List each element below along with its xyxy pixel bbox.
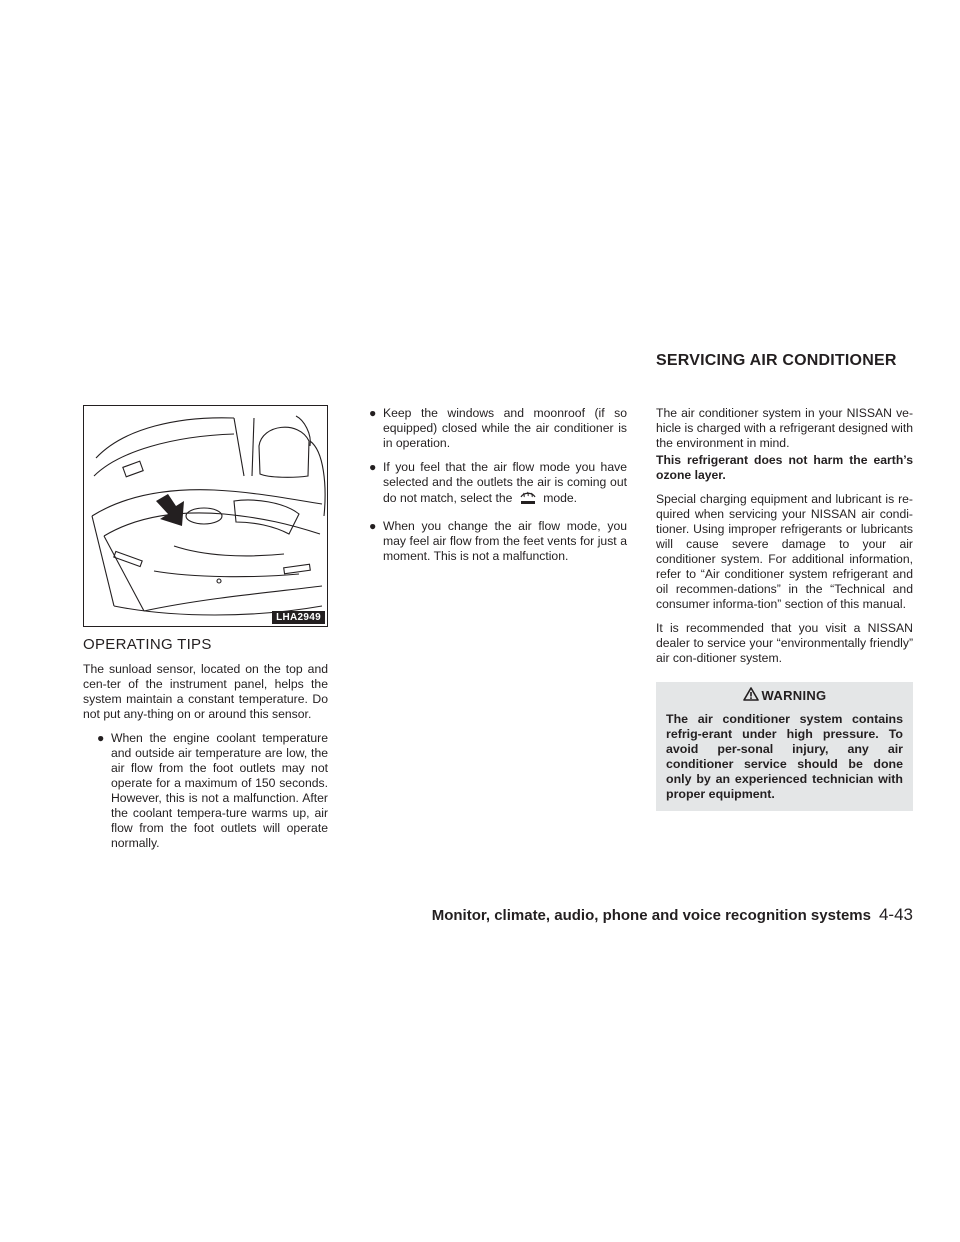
page-number: 4-43	[878, 905, 913, 924]
figure-label: LHA2949	[272, 611, 325, 624]
list-item	[369, 519, 627, 564]
operating-tips-heading: OPERATING TIPS	[83, 636, 212, 653]
bullet-text-after-icon: mode.	[543, 491, 578, 505]
operating-tips-intro: The sunload sensor, located on the top and cen-ter of the instrument panel, helps the system maintain a constant temperature. Do not put any-thing on or around this sensor.	[83, 662, 328, 721]
operating-tips-list-1	[83, 731, 328, 851]
bullet-symbol: ●	[369, 406, 377, 420]
front-defrost-icon	[518, 490, 538, 510]
bullet-symbol: ●	[369, 460, 377, 474]
operating-tips-continued-column	[369, 406, 627, 573]
warning-triangle-icon	[743, 687, 759, 704]
servicing-paragraph-1: The air conditioner system in your NISSAN ve-hicle is charged with a refrigerant designed with the environment in mind.	[656, 406, 913, 450]
dashboard-illustration	[84, 406, 327, 626]
bullet-text: When you change the air flow mode, you may feel air flow from the feet vents for just a moment. This is not a malfunction.	[383, 519, 627, 563]
list-item	[369, 460, 627, 510]
section-title: SERVICING AIR CONDITIONER	[656, 352, 897, 369]
sunload-sensor-arrow-icon	[156, 494, 184, 526]
page-footer	[427, 905, 913, 925]
servicing-column	[656, 406, 913, 811]
bullet-text: Keep the windows and moonroof (if so equipped) closed while the air conditioner is in operation.	[383, 406, 627, 450]
bullet-text-before-icon: If you feel that the air flow mode you have selected and the outlets the air is coming out do not match, select the	[383, 460, 627, 505]
bullet-symbol: ●	[369, 519, 377, 533]
servicing-ozone-statement: This refrigerant does not harm the earth’s ozone layer.	[656, 453, 913, 482]
list-item	[369, 406, 627, 451]
operating-tips-list-2	[369, 406, 627, 564]
servicing-paragraph-3: Special charging equipment and lubricant is re-quired when servicing your NISSAN air condi-tioner. Using improper refrigerants or lubricants will cause severe damage to your air conditioner system. For additional information, refer to “Air conditioner system refrigerant and oil recommen-dations” in the “Technical and consumer informa-tion” section of this manual.	[656, 492, 913, 611]
bullet-text: When the engine coolant temperature and outside air temperature are low, the air flow from the foot outlets may not operate for a maximum of 150 seconds. However, this is not a malfunction. After the coolant tempera-ture warms up, air flow from the foot outlets will operate normally.	[111, 731, 328, 850]
sunload-sensor-figure	[83, 405, 328, 627]
list-item	[97, 731, 328, 851]
servicing-paragraph-4: It is recommended that you visit a NISSAN dealer to service your “environmentally friendly” air con-ditioner system.	[656, 621, 913, 665]
warning-text: The air conditioner system contains refrig-erant under high pressure. To avoid per-sonal injury, any air conditioner service should be done only by an experienced technician with proper equipment.	[666, 712, 903, 801]
warning-box	[656, 682, 913, 811]
warning-header	[666, 687, 903, 704]
chapter-title: Monitor, climate, audio, phone and voice recognition systems	[431, 907, 871, 924]
bullet-symbol: ●	[97, 731, 105, 745]
warning-label: WARNING	[761, 688, 827, 703]
operating-tips-column	[83, 636, 328, 860]
